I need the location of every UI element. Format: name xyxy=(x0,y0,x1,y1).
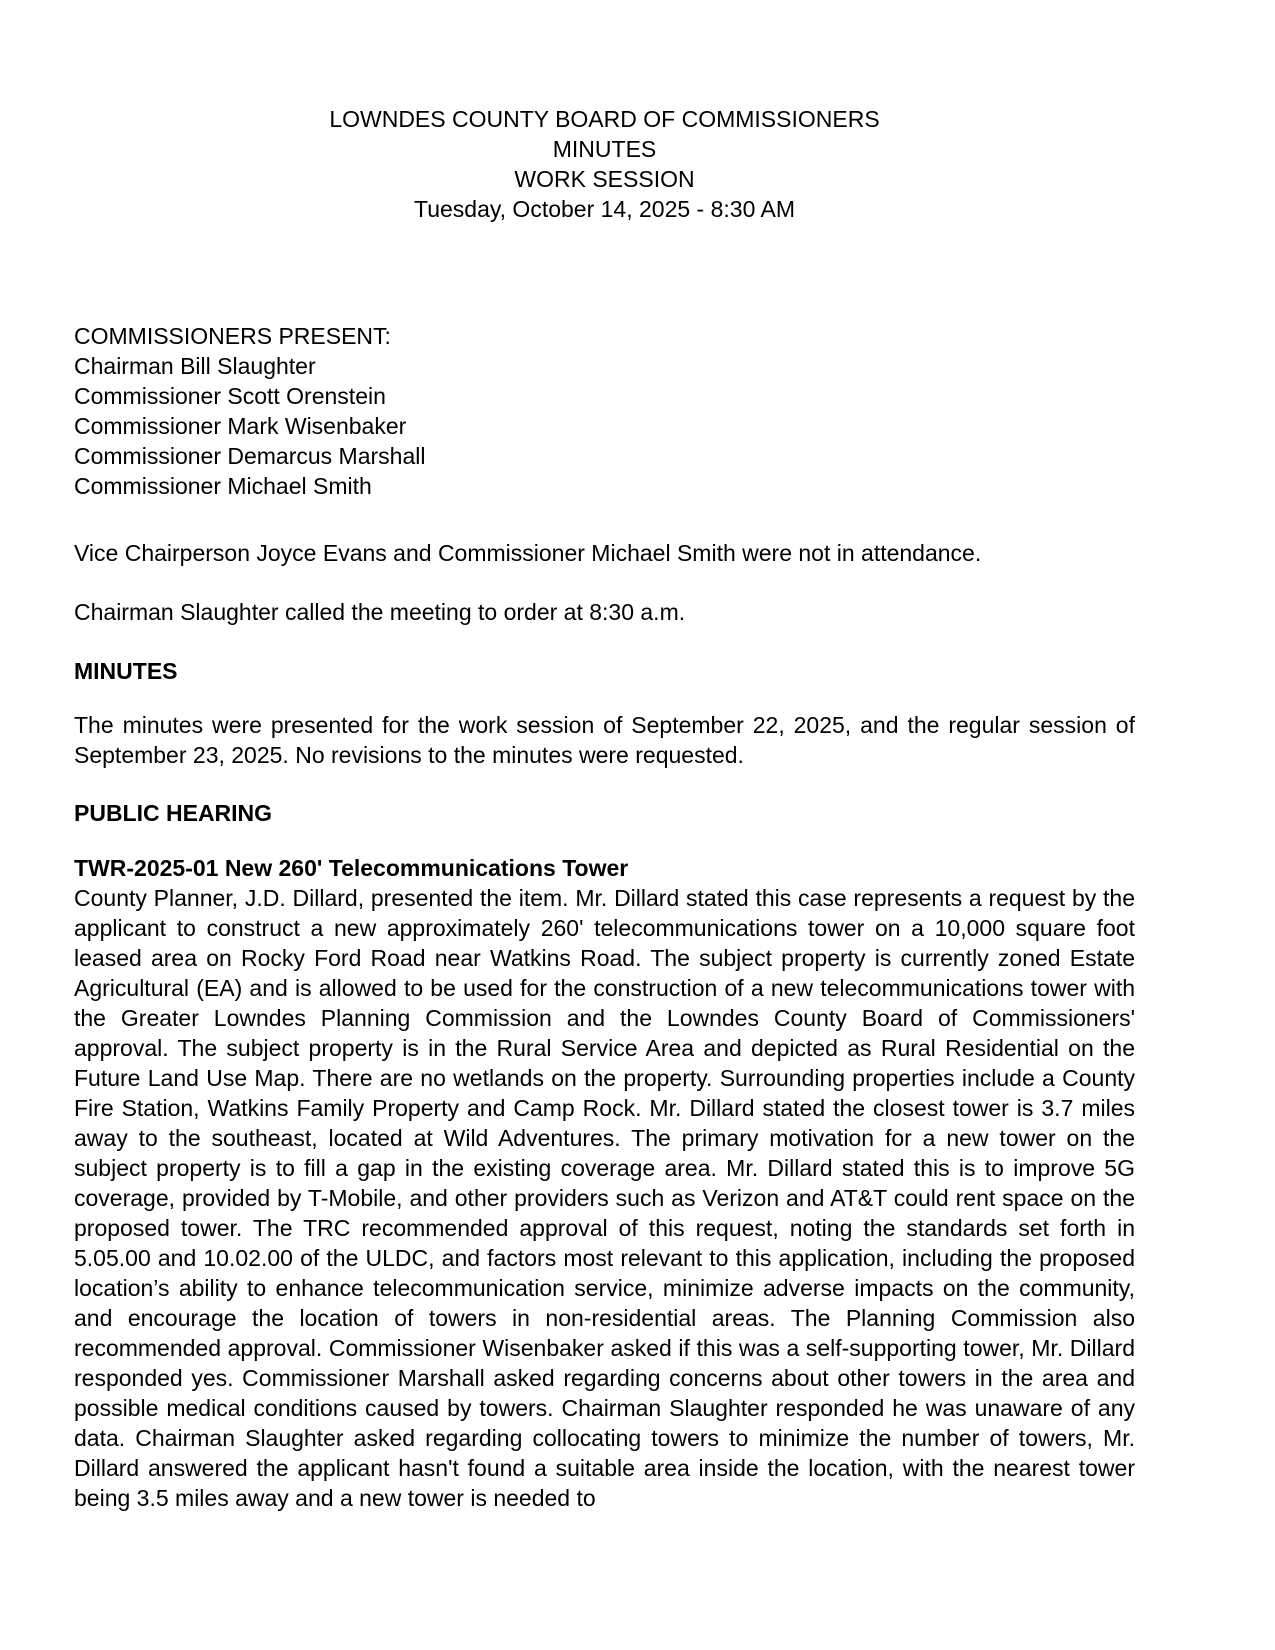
document-title-block xyxy=(74,104,1135,224)
commissioners-present-heading: COMMISSIONERS PRESENT: xyxy=(74,323,391,349)
minutes-section-heading: MINUTES xyxy=(74,658,178,684)
doc-title-line-date: Tuesday, October 14, 2025 - 8:30 AM xyxy=(414,196,795,222)
doc-title-line-org: LOWNDES COUNTY BOARD OF COMMISSIONERS xyxy=(329,106,880,132)
commissioners-present-block xyxy=(74,321,1135,501)
doc-title-line-session: WORK SESSION xyxy=(514,166,695,192)
hearing-item-body: County Planner, J.D. Dillard, presented the item. Mr. Dillard stated this case represents a request by the applicant to construct a new approximately 260' telecommunications tower on a 10,000 square foot leased area on Rocky Ford Road near Watkins Road. The subject property is currently zoned Estate Agricultural (EA) and is allowed to be used for the construction of a new telecommunications tower with the Greater Lowndes Planning Commission and the Lowndes County Board of Commissioners' approval. The subject property is in the Rural Service Area and depicted as Rural Residential on the Future Land Use Map. There are no wetlands on the property. Surrounding properties include a County Fire Station, Watkins Family Property and Camp Rock. Mr. Dillard stated the closest tower is 3.7 miles away to the southeast, located at Wild Adventures. The primary motivation for a new tower on the subject property is to fill a gap in the existing coverage area. Mr. Dillard stated this is to improve 5G coverage, provided by T-Mobile, and other providers such as Verizon and AT&T could rent space on the proposed tower. The TRC recommended approval of this request, noting the standards set forth in 5.05.00 and 10.02.00 of the ULDC, and factors most relevant to this application, including the proposed location’s ability to enhance telecommunication service, minimize adverse impacts on the community, and encourage the location of towers in non-residential areas. The Planning Commission also recommended approval. Commissioner Wisenbaker asked if this was a self-supporting tower, Mr. Dillard responded yes. Commissioner Marshall asked regarding concerns about other towers in the area and possible medical conditions caused by towers. Chairman Slaughter responded he was unaware of any data. Chairman Slaughter asked regarding collocating towers to minimize the number of towers, Mr. Dillard answered the applicant hasn't found a suitable area inside the location, with the nearest tower being 3.5 miles away and a new tower is needed to xyxy=(74,885,1135,1511)
commissioner-name: Commissioner Mark Wisenbaker xyxy=(74,413,407,439)
absence-note: Vice Chairperson Joyce Evans and Commissioner Michael Smith were not in attendance. xyxy=(74,540,982,566)
commissioner-name: Chairman Bill Slaughter xyxy=(74,353,316,379)
public-hearing-heading: PUBLIC HEARING xyxy=(74,800,273,826)
commissioner-name: Commissioner Michael Smith xyxy=(74,473,372,499)
doc-title-line-minutes: MINUTES xyxy=(552,136,657,162)
hearing-item-title: TWR-2025-01 New 260' Telecommunications Tower xyxy=(74,855,629,881)
commissioner-name: Commissioner Scott Orenstein xyxy=(74,383,386,409)
call-to-order-note: Chairman Slaughter called the meeting to order at 8:30 a.m. xyxy=(74,599,686,625)
minutes-paragraph: The minutes were presented for the work session of September 22, 2025, and the regular session of September 23, 2025. No revisions to the minutes were requested. xyxy=(74,712,1135,768)
commissioner-name: Commissioner Demarcus Marshall xyxy=(74,443,426,469)
